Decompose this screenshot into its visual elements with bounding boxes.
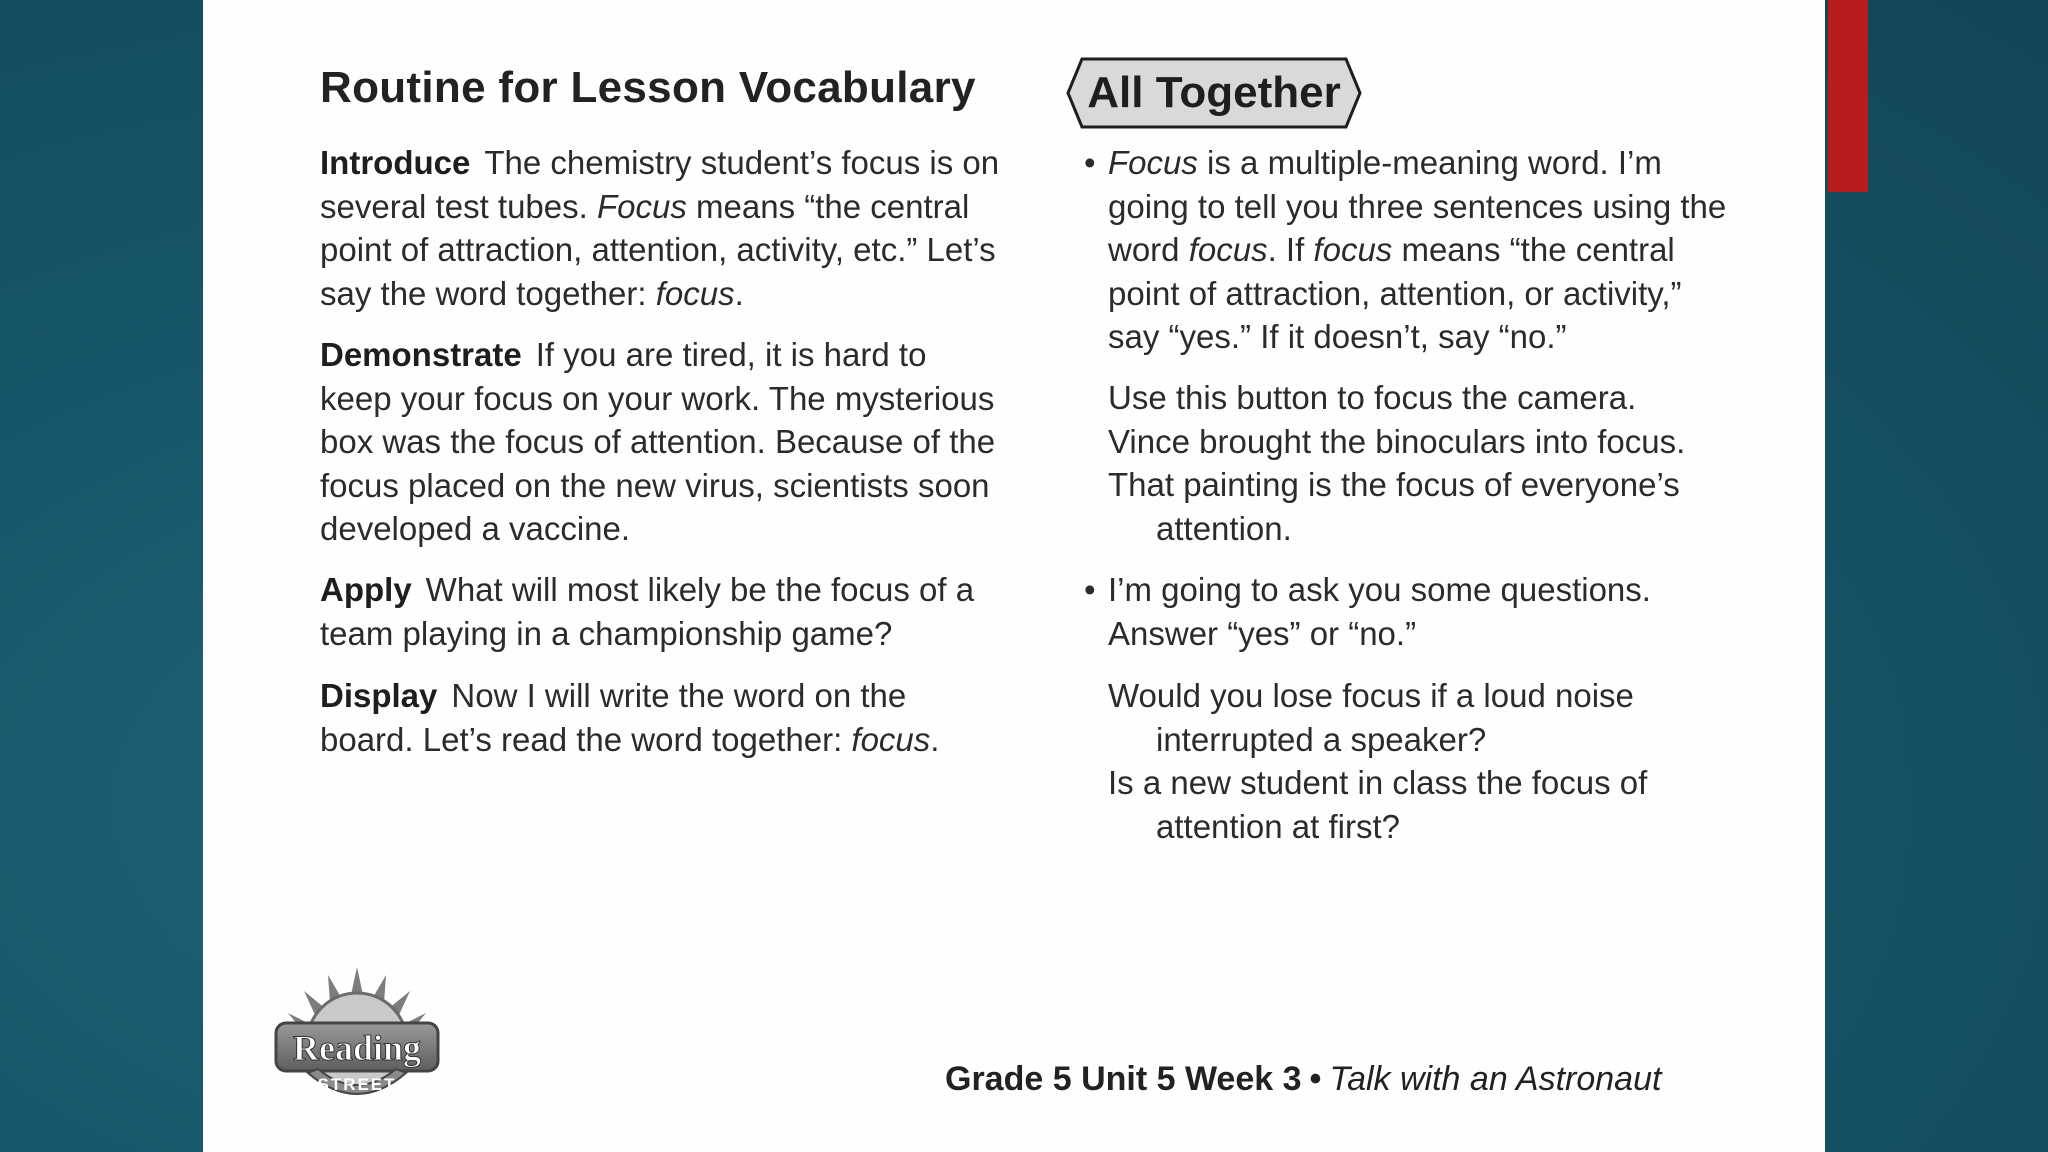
reading-street-logo [268, 965, 446, 1117]
bullet1-focus-word-2: focus [1188, 231, 1268, 268]
demonstrate-label: Demonstrate [320, 336, 522, 373]
footer-grade: Grade 5 Unit 5 Week 3 [945, 1060, 1302, 1098]
bullet1-text-c: means “the central point of attraction, attention, or activity,” say “yes.” If it doesn’t, say “no.” [1108, 231, 1682, 355]
introduce-focus-word: Focus [596, 187, 687, 225]
introduce-end: . [734, 274, 744, 312]
bullet1-text-b: . If [1267, 231, 1314, 268]
introduce-label: Introduce [320, 144, 471, 181]
all-together-badge [1066, 57, 1362, 129]
sentence-item: Vince brought the binoculars into focus. [1108, 423, 1686, 460]
apply-paragraph [320, 568, 1000, 655]
demonstrate-paragraph [320, 333, 1000, 551]
sentence-item: That painting is the focus of everyone’s attention. [1108, 466, 1680, 547]
logo-reading-text: Reading [292, 1028, 422, 1068]
introduce-paragraph [320, 141, 1000, 315]
display-focus-word: focus [851, 720, 931, 758]
footer-story-title: Talk with an Astronaut [1329, 1060, 1662, 1098]
introduce-text-a: The chemistry student’s focus is on several test tubes. [320, 144, 1000, 225]
bullet-dot: • [1084, 144, 1096, 181]
all-together-label: All Together [1087, 68, 1341, 117]
introduce-text-b: means “the central point of attraction, attention, activity, etc.” Let’s say the word together: [320, 187, 996, 312]
bullet-dot: • [1084, 571, 1096, 608]
display-end: . [930, 720, 940, 758]
bullet-focus-multiple-meaning [1084, 141, 1728, 359]
display-paragraph [320, 674, 1000, 761]
bullet1-focus-word: Focus [1108, 144, 1198, 181]
question-item: Would you lose focus if a loud noise interrupted a speaker? [1108, 677, 1634, 758]
bullet-questions-intro [1084, 568, 1728, 655]
logo-street-text: STREET [317, 1075, 397, 1094]
question-item: Is a new student in class the focus of attention at first? [1108, 764, 1648, 845]
demonstrate-text: If you are tired, it is hard to keep your focus on your work. The mysterious box was the focus of attention. Because of the focus placed on the new virus, scientists soon developed a vaccine. [320, 336, 996, 547]
introduce-focus-word-end: focus [655, 274, 735, 312]
red-accent-bar [1828, 0, 1868, 192]
footer-separator: • [1309, 1060, 1322, 1098]
bullet1-text-a: is a multiple-meaning word. I’m going to tell you three sentences using the word [1108, 144, 1727, 268]
routine-title: Routine for Lesson Vocabulary [320, 63, 976, 112]
apply-text: What will most likely be the focus of a team playing in a championship game? [320, 571, 975, 652]
bullet2-text: I’m going to ask you some questions. Answer “yes” or “no.” [1108, 571, 1651, 652]
display-label: Display [320, 677, 438, 714]
bullet1-focus-word-3: focus [1313, 231, 1393, 268]
apply-label: Apply [320, 571, 412, 608]
sentence-item: Use this button to focus the camera. [1108, 379, 1637, 416]
display-text: Now I will write the word on the board. Let’s read the word together: [320, 677, 907, 758]
footer-citation [945, 1060, 1661, 1099]
